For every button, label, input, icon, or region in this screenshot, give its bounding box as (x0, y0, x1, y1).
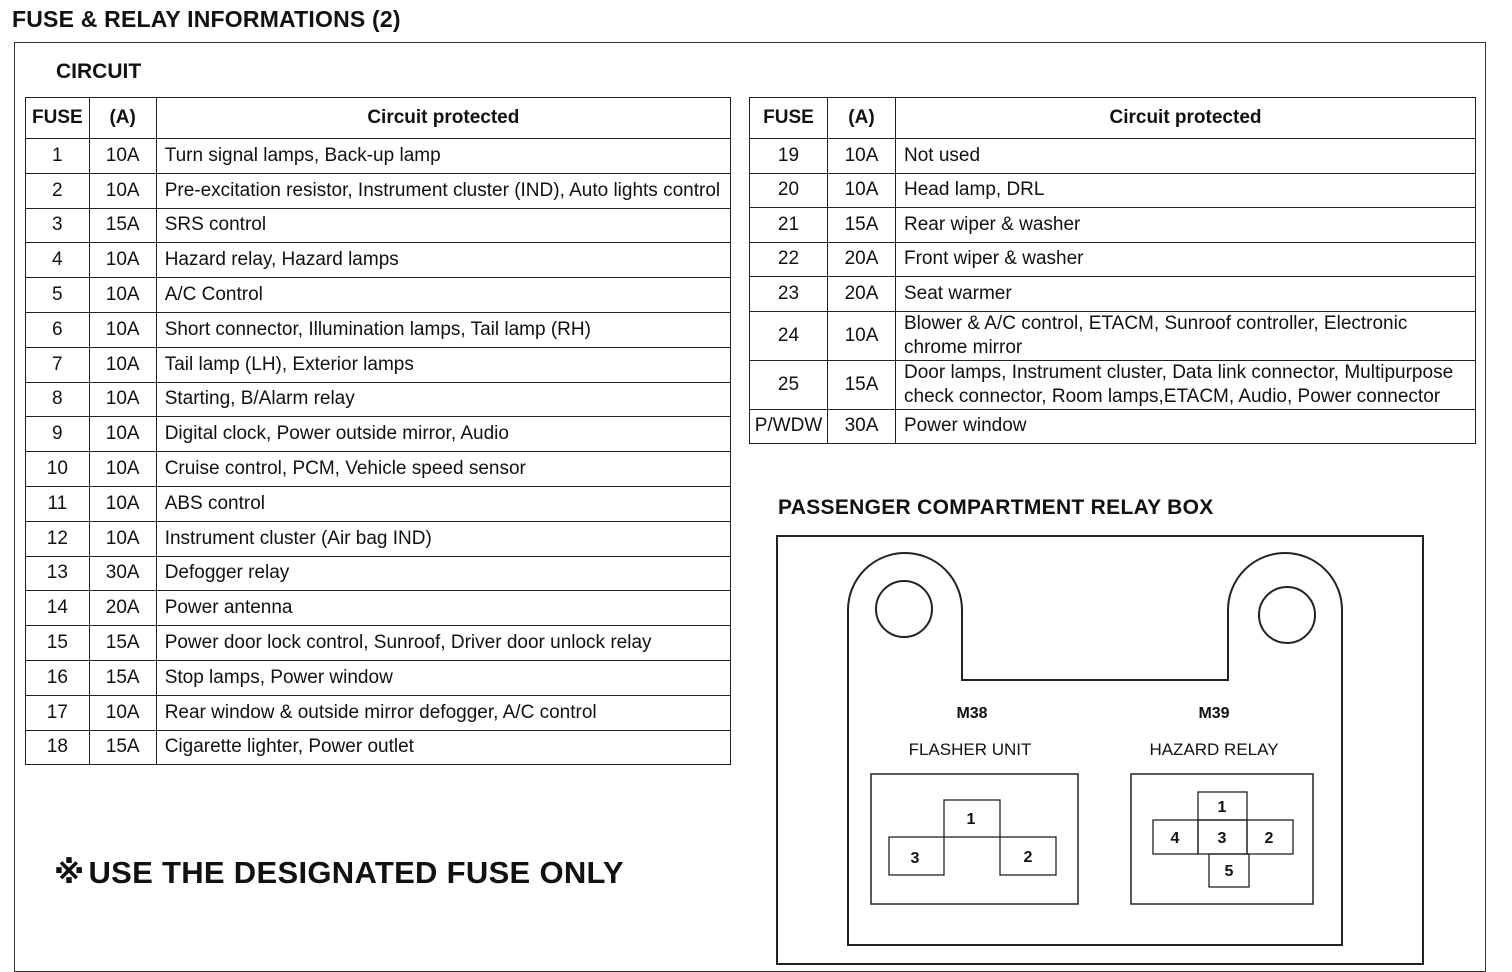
m39-pin-3-label: 3 (1217, 830, 1227, 847)
circuit-protected-cell: ABS control (156, 486, 730, 521)
table-row (26, 626, 731, 661)
table-header-row (750, 98, 1476, 139)
circuit-protected-cell: A/C Control (156, 278, 730, 313)
amperage-cell: 20A (828, 242, 896, 277)
fuse-number-cell: 4 (26, 243, 90, 278)
amperage-cell: 30A (828, 409, 896, 444)
m38-pin-2-label: 2 (1023, 849, 1033, 866)
amperage-cell: 10A (89, 521, 156, 556)
circuit-protected-cell: Power door lock control, Sunroof, Driver door unlock relay (156, 626, 730, 661)
table-row (750, 139, 1476, 174)
amperage-cell: 10A (89, 243, 156, 278)
table-row (26, 417, 731, 452)
circuit-protected-cell: Front wiper & washer (896, 242, 1476, 277)
amperage-cell: 10A (89, 278, 156, 313)
table-row (750, 360, 1476, 409)
m39-name: HAZARD RELAY (1149, 740, 1279, 759)
fuse-number-cell: 12 (26, 521, 90, 556)
table-row (750, 311, 1476, 360)
m39-code: M39 (1198, 705, 1230, 722)
circuit-protected-cell: Blower & A/C control, ETACM, Sunroof controller, Electronic chrome mirror (896, 311, 1476, 360)
amperage-cell: 15A (828, 208, 896, 243)
mounting-hole-right (1259, 587, 1315, 643)
fuse-number-cell: 23 (750, 277, 828, 312)
circuit-protected-cell: Starting, B/Alarm relay (156, 382, 730, 417)
reference-mark-icon: ※ (54, 855, 85, 890)
m38-pin-3-label: 3 (910, 850, 920, 867)
table-row (750, 277, 1476, 312)
table-row (26, 347, 731, 382)
circuit-protected-cell: Head lamp, DRL (896, 173, 1476, 208)
circuit-protected-cell: Power window (896, 409, 1476, 444)
circuit-column-header: Circuit protected (156, 98, 730, 139)
amperage-cell: 10A (828, 311, 896, 360)
table-row (26, 695, 731, 730)
amperage-cell: 10A (89, 382, 156, 417)
fuse-number-cell: 3 (26, 208, 90, 243)
fuse-number-cell: 22 (750, 242, 828, 277)
circuit-protected-cell: Pre-excitation resistor, Instrument cluster (IND), Auto lights control (156, 173, 730, 208)
m39-pin-4-label: 4 (1170, 830, 1180, 847)
fuse-warning (54, 855, 624, 891)
table-row (26, 486, 731, 521)
page-title: FUSE & RELAY INFORMATIONS (2) (12, 6, 401, 32)
table-row (26, 591, 731, 626)
circuit-protected-cell: Rear wiper & washer (896, 208, 1476, 243)
amperage-cell: 10A (89, 486, 156, 521)
fuse-number-cell: 1 (26, 139, 90, 174)
m39-pin-2-label: 2 (1264, 830, 1274, 847)
fuse-number-cell: 5 (26, 278, 90, 313)
amperage-cell: 10A (89, 417, 156, 452)
amperage-cell: 15A (89, 208, 156, 243)
circuit-protected-cell: Seat warmer (896, 277, 1476, 312)
amperage-cell: 30A (89, 556, 156, 591)
fuse-column-header: FUSE (26, 98, 90, 139)
circuit-protected-cell: Hazard relay, Hazard lamps (156, 243, 730, 278)
fuse-number-cell: 17 (26, 695, 90, 730)
table-row (750, 208, 1476, 243)
circuit-protected-cell: Not used (896, 139, 1476, 174)
amperage-cell: 15A (828, 360, 896, 409)
table-row (26, 278, 731, 313)
fuse-number-cell: 14 (26, 591, 90, 626)
circuit-protected-cell: Door lamps, Instrument cluster, Data link connector, Multipurpose check connector, Room lamps,ETACM, Audio, Power connector (896, 360, 1476, 409)
circuit-protected-cell: Tail lamp (LH), Exterior lamps (156, 347, 730, 382)
fuse-number-cell: 15 (26, 626, 90, 661)
fuse-number-cell: 19 (750, 139, 828, 174)
circuit-protected-cell: Cruise control, PCM, Vehicle speed sensor (156, 452, 730, 487)
m38-name: FLASHER UNIT (908, 740, 1032, 759)
table-row (750, 409, 1476, 444)
amperage-cell: 10A (828, 139, 896, 174)
amp-column-header: (A) (828, 98, 896, 139)
fuse-number-cell: 13 (26, 556, 90, 591)
fuse-number-cell: 16 (26, 660, 90, 695)
fuse-table-left (25, 97, 731, 765)
table-row (26, 208, 731, 243)
circuit-protected-cell: Short connector, Illumination lamps, Tail lamp (RH) (156, 312, 730, 347)
amperage-cell: 10A (89, 173, 156, 208)
amperage-cell: 10A (89, 452, 156, 487)
fuse-number-cell: 8 (26, 382, 90, 417)
table-row (750, 173, 1476, 208)
fuse-number-cell: 10 (26, 452, 90, 487)
circuit-column-header: Circuit protected (896, 98, 1476, 139)
circuit-protected-cell: Rear window & outside mirror defogger, A/C control (156, 695, 730, 730)
circuit-protected-cell: Defogger relay (156, 556, 730, 591)
m38-code: M38 (956, 705, 988, 722)
circuit-protected-cell: Power antenna (156, 591, 730, 626)
amperage-cell: 15A (89, 730, 156, 765)
amperage-cell: 10A (89, 347, 156, 382)
amperage-cell: 20A (89, 591, 156, 626)
circuit-heading: CIRCUIT (56, 60, 142, 83)
circuit-protected-cell: Cigarette lighter, Power outlet (156, 730, 730, 765)
fuse-number-cell: 9 (26, 417, 90, 452)
circuit-protected-cell: SRS control (156, 208, 730, 243)
fuse-column-header: FUSE (750, 98, 828, 139)
m38-connector-frame (871, 774, 1078, 904)
table-row (26, 139, 731, 174)
table-row (26, 521, 731, 556)
fuse-number-cell: 25 (750, 360, 828, 409)
m38-pin-1-label: 1 (966, 811, 976, 828)
fuse-warning-text: USE THE DESIGNATED FUSE ONLY (88, 855, 624, 890)
amperage-cell: 10A (828, 173, 896, 208)
table-row (26, 312, 731, 347)
amp-column-header: (A) (89, 98, 156, 139)
amperage-cell: 10A (89, 312, 156, 347)
amperage-cell: 15A (89, 626, 156, 661)
m39-pin-1-label: 1 (1217, 799, 1227, 816)
amperage-cell: 10A (89, 139, 156, 174)
fuse-number-cell: 2 (26, 173, 90, 208)
circuit-protected-cell: Turn signal lamps, Back-up lamp (156, 139, 730, 174)
fuse-number-cell: 20 (750, 173, 828, 208)
relay-box-heading: PASSENGER COMPARTMENT RELAY BOX (778, 496, 1214, 519)
fuse-number-cell: 11 (26, 486, 90, 521)
table-row (26, 730, 731, 765)
circuit-protected-cell: Digital clock, Power outside mirror, Audio (156, 417, 730, 452)
table-row (26, 660, 731, 695)
amperage-cell: 10A (89, 695, 156, 730)
amperage-cell: 20A (828, 277, 896, 312)
circuit-protected-cell: Instrument cluster (Air bag IND) (156, 521, 730, 556)
relay-box-diagram (776, 535, 1426, 950)
mounting-hole-left (876, 581, 932, 637)
fuse-number-cell: 6 (26, 312, 90, 347)
fuse-number-cell: 21 (750, 208, 828, 243)
table-row (26, 173, 731, 208)
table-row (750, 242, 1476, 277)
circuit-protected-cell: Stop lamps, Power window (156, 660, 730, 695)
fuse-number-cell: 7 (26, 347, 90, 382)
fuse-number-cell: 18 (26, 730, 90, 765)
fuse-number-cell: P/WDW (750, 409, 828, 444)
m39-pin-5-label: 5 (1224, 863, 1234, 880)
table-row (26, 556, 731, 591)
table-row (26, 243, 731, 278)
amperage-cell: 15A (89, 660, 156, 695)
fuse-number-cell: 24 (750, 311, 828, 360)
table-row (26, 452, 731, 487)
table-row (26, 382, 731, 417)
table-header-row (26, 98, 731, 139)
fuse-table-right (749, 97, 1476, 444)
